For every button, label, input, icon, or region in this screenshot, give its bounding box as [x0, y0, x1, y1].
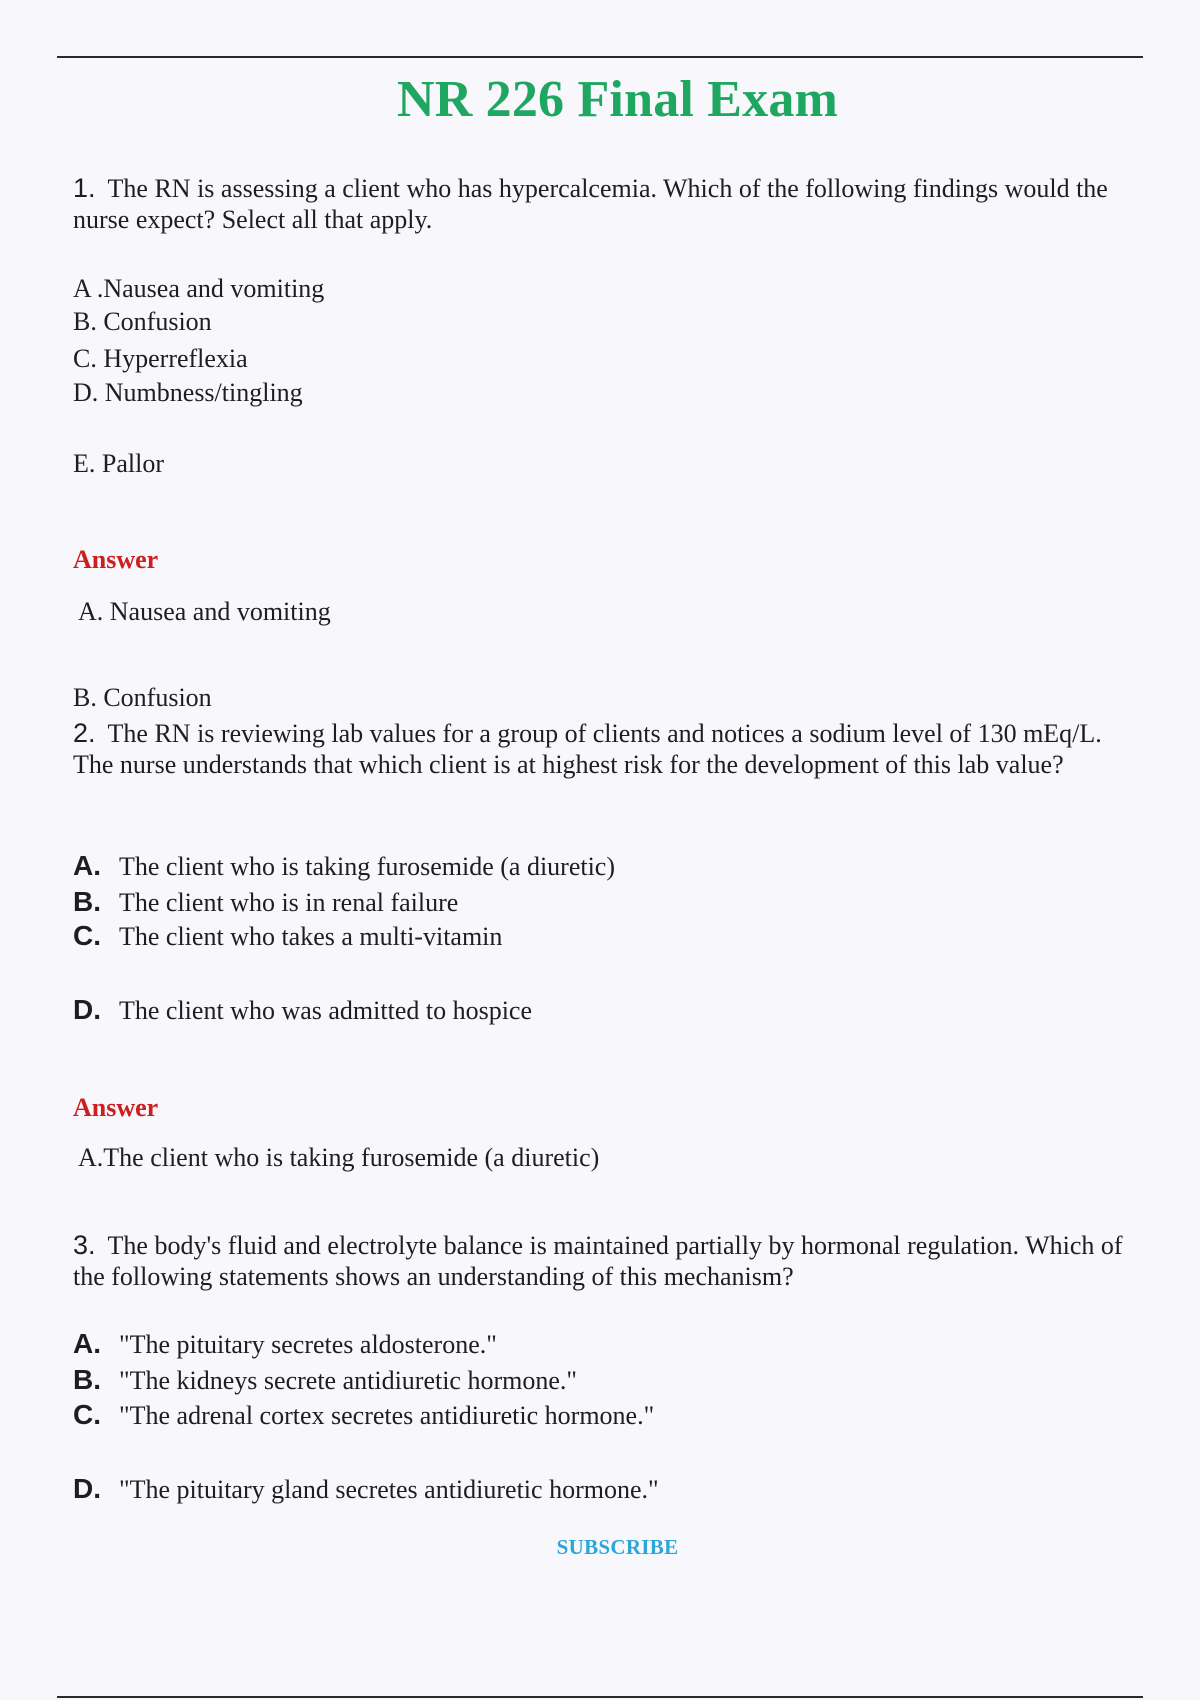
- q2-option-c: [73, 920, 502, 952]
- q1-answer-b: B. Confusion: [73, 683, 212, 712]
- q3-option-c: [73, 1399, 654, 1431]
- option-text: The client who was admitted to hospice: [119, 996, 533, 1025]
- question-text: The RN is reviewing lab values for a group of clients and notices a sodium level of 130 mEq/L. The nurse understands that which client is at highest risk for the development of this lab value?: [73, 719, 1102, 779]
- q2-answer-heading: Answer: [73, 1093, 159, 1122]
- q2-option-d: [73, 994, 532, 1026]
- option-text: "The adrenal cortex secretes antidiuretic hormone.": [119, 1401, 655, 1430]
- option-text: "The kidneys secrete antidiuretic hormone.": [119, 1366, 578, 1395]
- q3-option-b: [73, 1364, 577, 1396]
- option-letter: C.: [73, 920, 101, 951]
- option-text: "The pituitary gland secretes antidiuretic hormone.": [119, 1475, 659, 1504]
- option-text: The client who is taking furosemide (a diuretic): [119, 852, 616, 881]
- question-3: [73, 1230, 1143, 1292]
- option-text: "The pituitary secretes aldosterone.": [119, 1330, 497, 1359]
- page-title: NR 226 Final Exam: [396, 71, 839, 128]
- q1-answer-heading: Answer: [73, 545, 159, 574]
- bottom-rule: [57, 1696, 1143, 1698]
- option-letter: A.: [73, 1328, 101, 1359]
- question-text: The RN is assessing a client who has hypercalcemia. Which of the following findings would the nurse expect? Select all that apply.: [73, 174, 1108, 234]
- q2-option-a: [73, 850, 615, 882]
- q1-option-e: E. Pallor: [73, 449, 164, 478]
- option-letter: D.: [73, 994, 101, 1025]
- option-letter: C.: [73, 1399, 101, 1430]
- option-letter: B.: [73, 1364, 101, 1395]
- q2-answer: A.The client who is taking furosemide (a diuretic): [78, 1143, 600, 1172]
- q1-answer-a: A. Nausea and vomiting: [78, 597, 331, 626]
- q1-option-a: A .Nausea and vomiting: [73, 274, 325, 303]
- q1-option-b: B. Confusion: [73, 307, 212, 336]
- subscribe-link[interactable]: SUBSCRIBE: [556, 1535, 679, 1559]
- question-text: The body's fluid and electrolyte balance is maintained partially by hormonal regulation. Which of the following statements shows an understanding of this mechanism?: [73, 1231, 1123, 1291]
- q1-option-d: D. Numbness/tingling: [73, 378, 303, 407]
- option-text: The client who takes a multi-vitamin: [119, 922, 503, 951]
- top-rule: [57, 56, 1143, 58]
- option-text: The client who is in renal failure: [119, 888, 459, 917]
- option-letter: A.: [73, 850, 101, 881]
- q2-option-b: [73, 886, 458, 918]
- q1-option-c: C. Hyperreflexia: [73, 344, 248, 373]
- q3-option-d: [73, 1473, 659, 1505]
- question-2: [73, 718, 1143, 780]
- question-number: 3.: [73, 1230, 96, 1260]
- option-letter: D.: [73, 1473, 101, 1504]
- question-number: 1.: [73, 173, 96, 203]
- question-1: [73, 173, 1143, 235]
- option-letter: B.: [73, 886, 101, 917]
- q3-option-a: [73, 1328, 497, 1360]
- question-number: 2.: [73, 718, 96, 748]
